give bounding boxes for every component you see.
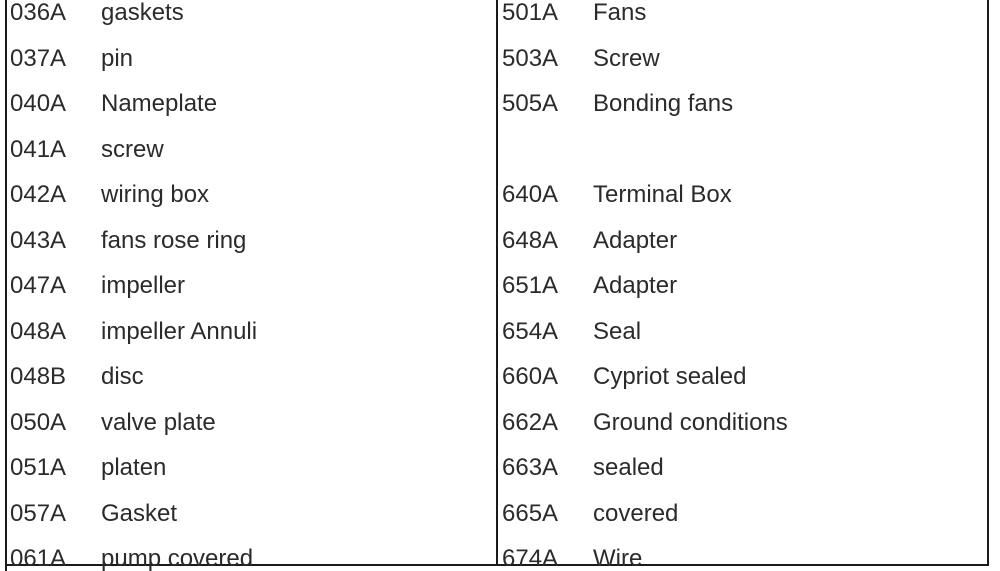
- part-name: platen: [101, 454, 167, 481]
- part-code: 505A: [502, 90, 559, 117]
- part-code: 654A: [502, 317, 559, 345]
- part-code: 037A: [10, 44, 67, 72]
- part-name: Bonding fans: [593, 90, 734, 117]
- part-code: 048B: [10, 363, 67, 390]
- part-code: 051A: [10, 454, 67, 481]
- part-row: [0, 448, 1000, 488]
- part-name: Adapter: [593, 226, 678, 254]
- part-code: 048A: [10, 317, 67, 345]
- part-row: [0, 312, 1000, 352]
- part-code: 674A: [502, 545, 559, 571]
- part-row: [0, 221, 1000, 261]
- part-name: screw: [101, 135, 164, 163]
- part-name: gaskets: [101, 0, 184, 26]
- part-name: Nameplate: [101, 90, 218, 117]
- part-name: impeller: [101, 272, 186, 299]
- part-name: Terminal Box: [593, 181, 732, 208]
- part-code: 662A: [502, 408, 559, 436]
- part-name: Screw: [593, 44, 660, 72]
- part-name: impeller Annuli: [101, 317, 258, 345]
- part-name: fans rose ring: [101, 226, 247, 254]
- part-row: [0, 539, 1000, 571]
- part-name: sealed: [593, 454, 664, 481]
- part-name: disc: [101, 363, 144, 390]
- part-row: [0, 175, 1000, 215]
- part-code: 047A: [10, 272, 67, 299]
- part-code: 660A: [502, 363, 559, 390]
- part-code: 663A: [502, 454, 559, 481]
- part-row: [0, 0, 1000, 33]
- part-row: [0, 403, 1000, 443]
- part-code: 050A: [10, 408, 67, 436]
- part-name: Seal: [593, 317, 642, 345]
- part-code: 043A: [10, 226, 67, 254]
- part-row: [0, 84, 1000, 124]
- part-name: valve plate: [101, 408, 216, 436]
- part-row: [0, 494, 1000, 534]
- part-code: 501A: [502, 0, 559, 26]
- part-name: covered: [593, 499, 679, 527]
- part-code: 640A: [502, 181, 559, 208]
- part-code: 503A: [502, 44, 559, 72]
- part-row: [0, 357, 1000, 397]
- part-name: pump covered: [101, 545, 254, 571]
- part-name: Adapter: [593, 272, 678, 299]
- part-code: 036A: [10, 0, 67, 26]
- part-row: [0, 266, 1000, 306]
- part-code: 648A: [502, 226, 559, 254]
- part-row: [0, 130, 1000, 170]
- part-name: wiring box: [101, 181, 210, 208]
- part-name: Wire: [593, 545, 643, 571]
- part-row: [0, 39, 1000, 79]
- part-name: pin: [101, 44, 134, 72]
- part-name: Cypriot sealed: [593, 363, 747, 390]
- part-name: Fans: [593, 0, 647, 26]
- part-code: 040A: [10, 90, 67, 117]
- part-code: 651A: [502, 272, 559, 299]
- part-code: 057A: [10, 499, 67, 527]
- part-code: 042A: [10, 181, 67, 208]
- part-name: Ground conditions: [593, 408, 788, 436]
- part-name: Gasket: [101, 499, 178, 527]
- part-code: 665A: [502, 499, 559, 527]
- part-code: 041A: [10, 135, 67, 163]
- part-code: 061A: [10, 545, 67, 571]
